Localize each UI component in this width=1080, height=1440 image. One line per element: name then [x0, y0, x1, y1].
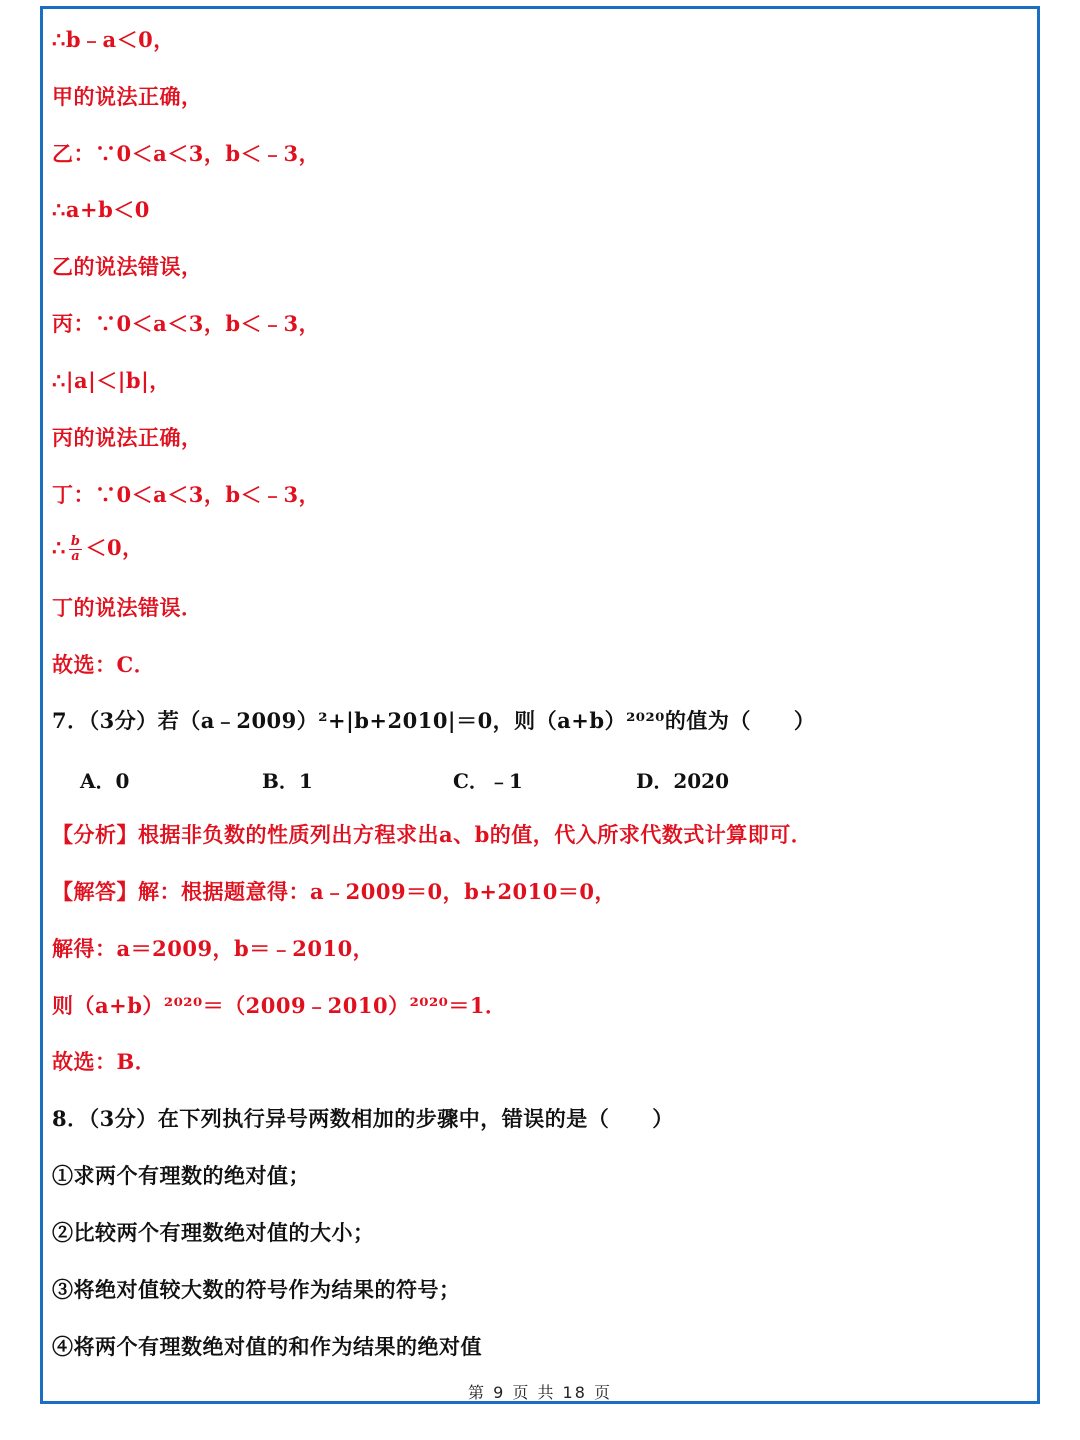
- question-7-answer-line: 则（a+b）²⁰²⁰＝（2009﹣2010）²⁰²⁰＝1．: [52, 993, 507, 1018]
- question-7-option-c: C．﹣1: [453, 769, 523, 793]
- question-8-stem: 8．（3分）在下列执行异号两数相加的步骤中，错误的是（ ）: [52, 1106, 674, 1131]
- page-footer: 第 9 页 共 18 页: [468, 1383, 612, 1402]
- question-8-step: ①求两个有理数的绝对值；: [52, 1163, 310, 1188]
- solution-line: 甲的说法正确，: [52, 84, 203, 109]
- solution-line: 乙的说法错误，: [52, 254, 203, 279]
- question-8-step: ②比较两个有理数绝对值的大小；: [52, 1220, 375, 1245]
- solution-line: ∴a+b＜0: [52, 197, 150, 222]
- fraction-suffix: ＜0，: [85, 535, 144, 560]
- solution-line: ∴|a|＜|b|，: [52, 368, 171, 393]
- solution-line: 乙：∵0＜a＜3，b＜﹣3，: [52, 141, 321, 166]
- page-border: [40, 6, 1040, 1404]
- solution-line: 丙的说法正确，: [52, 425, 203, 450]
- question-7-option-b: B．1: [262, 769, 313, 793]
- question-7-option-d: D．2020: [636, 769, 730, 793]
- solution-line: ∴b﹣a＜0，: [52, 27, 175, 52]
- question-7-stem: 7．（3分）若（a﹣2009）²+|b+2010|＝0，则（a+b）²⁰²⁰的值为（ ）: [52, 708, 816, 733]
- question-7-answer-line: 【解答】解：根据题意得：a﹣2009＝0，b+2010＝0，: [52, 879, 617, 904]
- fraction-numerator: b: [70, 534, 81, 549]
- solution-line: 故选：C．: [52, 652, 156, 677]
- fraction-prefix: ∴: [52, 535, 66, 560]
- question-8-step: ④将两个有理数绝对值的和作为结果的绝对值: [52, 1334, 482, 1359]
- solution-line: 丁的说法错误．: [52, 595, 203, 620]
- question-8-step: ③将绝对值较大数的符号作为结果的符号；: [52, 1277, 461, 1302]
- fraction-denominator: a: [71, 549, 81, 564]
- fraction-b-over-a: [69, 535, 83, 564]
- solution-line: 丁：∵0＜a＜3，b＜﹣3，: [52, 482, 321, 507]
- question-7-option-a: A．0: [80, 769, 130, 793]
- question-7-answer-line: 解得：a＝2009，b＝﹣2010，: [52, 936, 375, 961]
- solution-line: 丙：∵0＜a＜3，b＜﹣3，: [52, 311, 321, 336]
- question-7-answer-line: 故选：B．: [52, 1049, 157, 1074]
- question-7-analysis: 【分析】根据非负数的性质列出方程求出a、b的值，代入所求代数式计算即可．: [52, 822, 813, 847]
- fraction-line: [52, 534, 144, 564]
